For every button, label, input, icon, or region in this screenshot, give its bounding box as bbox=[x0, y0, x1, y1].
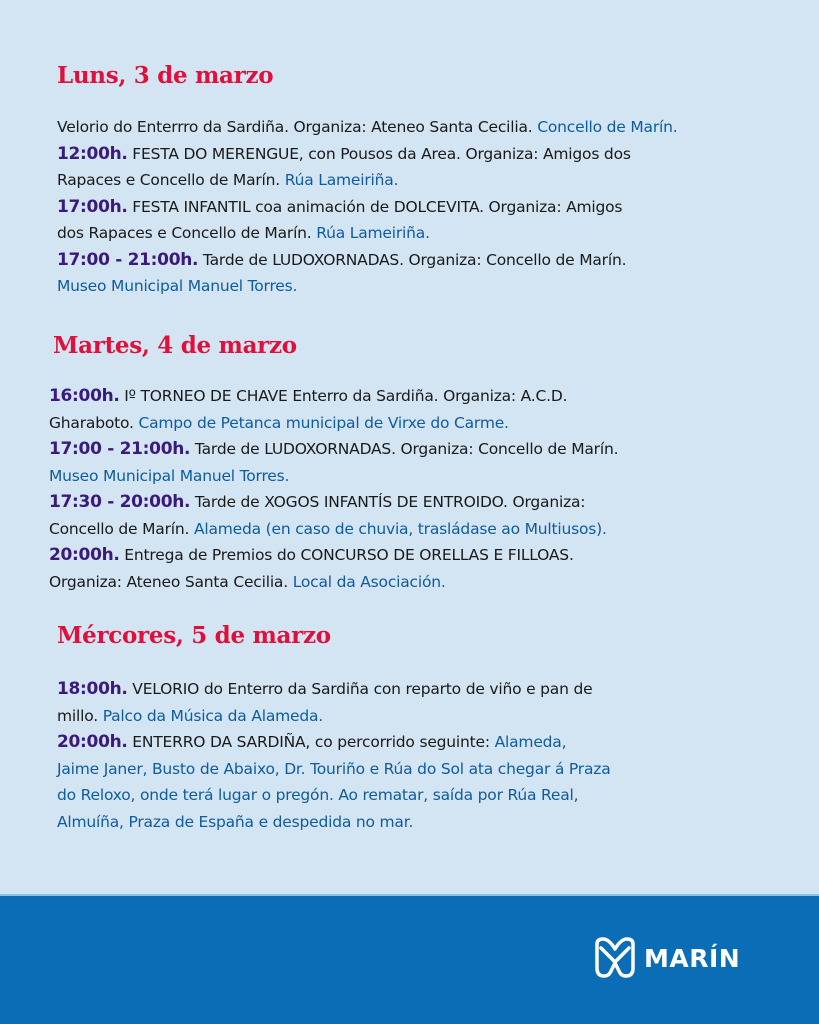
event-line bbox=[57, 114, 677, 141]
event-line bbox=[57, 676, 611, 703]
marin-heart-m-icon bbox=[592, 936, 638, 980]
event-line bbox=[57, 247, 677, 274]
event-line bbox=[57, 782, 611, 809]
event-line bbox=[49, 569, 618, 596]
footer-banner bbox=[0, 894, 819, 1024]
event-time: 17:00 - 21:00h. bbox=[57, 249, 199, 270]
event-text: ENTERRO DA SARDIÑA, co percorrido seguinte: bbox=[127, 733, 495, 751]
day-events-luns bbox=[57, 114, 677, 300]
event-place: Local da Asociación. bbox=[292, 572, 446, 591]
event-place: Almuíña, Praza de España e despedida no mar. bbox=[57, 812, 414, 831]
event-time: 20:00h. bbox=[57, 732, 128, 752]
event-place: Museo Municipal Manuel Torres. bbox=[49, 466, 290, 485]
event-line bbox=[57, 703, 611, 730]
event-line bbox=[57, 220, 677, 247]
event-place: Palco da Música da Alameda. bbox=[102, 706, 324, 725]
event-text: Tarde de LUDOXORNADAS. Organiza: Concello de Marín. bbox=[198, 250, 627, 269]
event-text: Rapaces e Concello de Marín. bbox=[57, 171, 285, 189]
event-place: Jaime Janer, Busto de Abaixo, Dr. Touriño e Rúa do Sol ata chegar á Praza bbox=[57, 759, 611, 778]
event-line bbox=[49, 410, 618, 437]
event-time: 17:00h. bbox=[57, 196, 128, 217]
event-line bbox=[49, 436, 618, 463]
event-line bbox=[57, 194, 677, 221]
event-place: Concello de Marín. bbox=[537, 118, 678, 136]
event-line bbox=[57, 273, 677, 300]
day-title-luns: Luns, 3 de marzo bbox=[57, 62, 274, 89]
event-place: Rúa Lameiriña. bbox=[284, 171, 399, 189]
event-place: Museo Municipal Manuel Torres. bbox=[57, 277, 298, 295]
event-time: 20:00h. bbox=[49, 545, 120, 565]
event-line bbox=[57, 141, 677, 168]
event-line bbox=[57, 729, 611, 756]
day-events-mercores bbox=[57, 676, 611, 835]
event-line bbox=[57, 809, 611, 836]
event-text: millo. bbox=[57, 706, 103, 725]
event-text: Concello de Marín. bbox=[49, 519, 194, 538]
day-title-martes: Martes, 4 de marzo bbox=[53, 332, 297, 359]
event-time: 17:00 - 21:00h. bbox=[49, 439, 191, 459]
event-text: dos Rapaces e Concello de Marín. bbox=[57, 224, 317, 242]
event-place: do Reloxo, onde terá lugar o pregón. Ao rematar, saída por Rúa Real, bbox=[57, 786, 579, 804]
event-line bbox=[49, 463, 618, 490]
event-text: Iº TORNEO DE CHAVE Enterro da Sardiña. Organiza: A.C.D. bbox=[119, 387, 568, 405]
event-line bbox=[49, 383, 618, 410]
event-text: Tarde de LUDOXORNADAS. Organiza: Concello de Marín. bbox=[190, 440, 619, 458]
event-time: 18:00h. bbox=[57, 679, 128, 699]
event-place: Rúa Lameiriña. bbox=[316, 224, 430, 242]
event-line bbox=[57, 756, 611, 783]
event-text: FESTA INFANTIL coa animación de DOLCEVITA. Organiza: Amigos bbox=[127, 197, 623, 216]
event-time: 12:00h. bbox=[57, 143, 128, 164]
event-line bbox=[57, 167, 677, 194]
event-text: Organiza: Ateneo Santa Cecilia. bbox=[49, 572, 293, 591]
event-text: Velorio do Enterrro da Sardiña. Organiza: Ateneo Santa Cecilia. bbox=[57, 118, 538, 136]
event-text: Gharaboto. bbox=[49, 413, 139, 432]
event-line bbox=[49, 516, 618, 543]
event-text: Entrega de Premios do CONCURSO DE ORELLAS E FILLOAS. bbox=[119, 546, 574, 564]
marin-logo bbox=[592, 936, 740, 980]
event-time: 17:30 - 20:00h. bbox=[49, 492, 191, 512]
event-time: 16:00h. bbox=[49, 386, 120, 406]
event-text: Tarde de XOGOS INFANTÍS DE ENTROIDO. Organiza: bbox=[190, 493, 586, 511]
event-line bbox=[49, 542, 618, 569]
event-text: FESTA DO MERENGUE, con Pousos da Area. Organiza: Amigos dos bbox=[127, 144, 631, 163]
logo-text: MARÍN bbox=[644, 943, 741, 973]
day-title-mercores: Mércores, 5 de marzo bbox=[57, 622, 331, 649]
event-text: VELORIO do Enterro da Sardiña con reparto de viño e pan de bbox=[127, 680, 593, 698]
event-place: Alameda (en caso de chuvia, trasládase ao Multiusos). bbox=[193, 519, 607, 538]
event-place: Alameda, bbox=[494, 733, 567, 751]
day-events-martes bbox=[49, 383, 618, 595]
event-place: Campo de Petanca municipal de Virxe do Carme. bbox=[138, 413, 509, 432]
event-line bbox=[49, 489, 618, 516]
